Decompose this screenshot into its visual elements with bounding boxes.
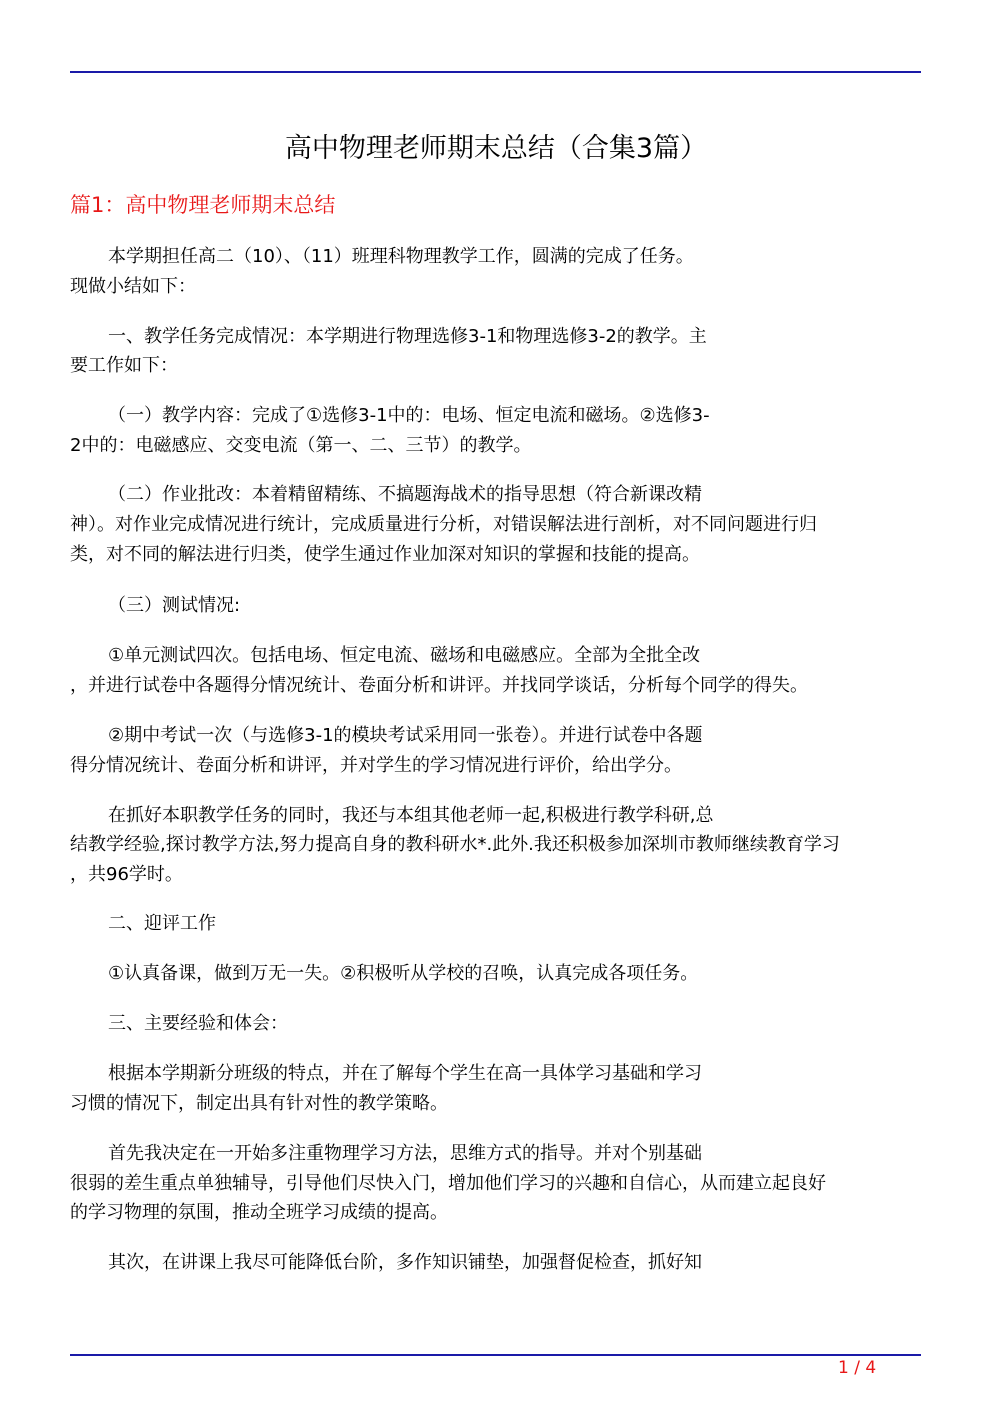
paragraph-line: ①单元测试四次。包括电场、恒定电流、磁场和电磁感应。全部为全批全改 <box>108 645 701 666</box>
footer-rule <box>70 1354 921 1356</box>
paragraph-line: 结教学经验,探讨教学方法,努力提高自身的教科研水*.此外.我还积极参加深圳市教师继续教育学习 <box>70 834 840 855</box>
paragraph-line: 本学期担任高二（10）、（11）班理科物理教学工作，圆满的完成了任务。 <box>108 246 694 267</box>
paragraph-line: 根据本学期新分班级的特点，并在了解每个学生在高一具体学习基础和学习 <box>108 1063 702 1084</box>
paragraph-line: 现做小结如下： <box>70 276 196 297</box>
paragraph-line: 一、教学任务完成情况：本学期进行物理选修3-1和物理选修3-2的教学。主 <box>108 326 707 347</box>
paragraph-line: （一）教学内容：完成了①选修3-1中的：电场、恒定电流和磁场。②选修3- <box>108 405 710 426</box>
paragraph-line: ②期中考试一次（与选修3-1的模块考试采用同一张卷）。并进行试卷中各题 <box>108 725 703 746</box>
page-indicator: 1 / 4 <box>838 1358 877 1378</box>
paragraph-line: 在抓好本职教学任务的同时，我还与本组其他老师一起,积极进行教学科研,总 <box>108 805 714 826</box>
paragraph-line: ，并进行试卷中各题得分情况统计、卷面分析和讲评。并找同学谈话，分析每个同学的得失。 <box>70 675 808 696</box>
section-heading: 篇1：高中物理老师期末总结 <box>70 193 336 217</box>
paragraph-line: 神）。对作业完成情况进行统计，完成质量进行分析，对错误解法进行剖析，对不同问题进行归 <box>70 514 817 535</box>
document-title: 高中物理老师期末总结（合集3篇） <box>284 133 708 164</box>
paragraph-line: 类，对不同的解法进行归类，使学生通过作业加深对知识的掌握和技能的提高。 <box>70 544 700 565</box>
paragraph-line: 的学习物理的氛围，推动全班学习成绩的提高。 <box>70 1202 448 1223</box>
header-rule <box>70 71 921 73</box>
paragraph-line: ，共96学时。 <box>70 864 183 885</box>
paragraph-line: ①认真备课，做到万无一失。②积极听从学校的召唤，认真完成各项任务。 <box>108 963 699 984</box>
paragraph-line: （二）作业批改：本着精留精练、不搞题海战术的指导思想（符合新课改精 <box>108 484 702 505</box>
paragraph-line: 2中的：电磁感应、交变电流（第一、二、三节）的教学。 <box>70 435 532 456</box>
paragraph-line: 二、迎评工作 <box>108 913 216 934</box>
paragraph-line: 很弱的差生重点单独辅导，引导他们尽快入门，增加他们学习的兴趣和自信心，从而建立起良好 <box>70 1173 826 1194</box>
paragraph-line: 要工作如下： <box>70 355 178 376</box>
paragraph-line: 习惯的情况下，制定出具有针对性的教学策略。 <box>70 1093 448 1114</box>
paragraph-line: 其次，在讲课上我尽可能降低台阶，多作知识铺垫，加强督促检查，抓好知 <box>108 1252 702 1273</box>
paragraph-line: 得分情况统计、卷面分析和讲评，并对学生的学习情况进行评价，给出学分。 <box>70 755 682 776</box>
paragraph-line: （三）测试情况: <box>108 595 241 616</box>
paragraph-line: 三、主要经验和体会： <box>108 1013 288 1034</box>
paragraph-line: 首先我决定在一开始多注重物理学习方法，思维方式的指导。并对个别基础 <box>108 1143 702 1164</box>
